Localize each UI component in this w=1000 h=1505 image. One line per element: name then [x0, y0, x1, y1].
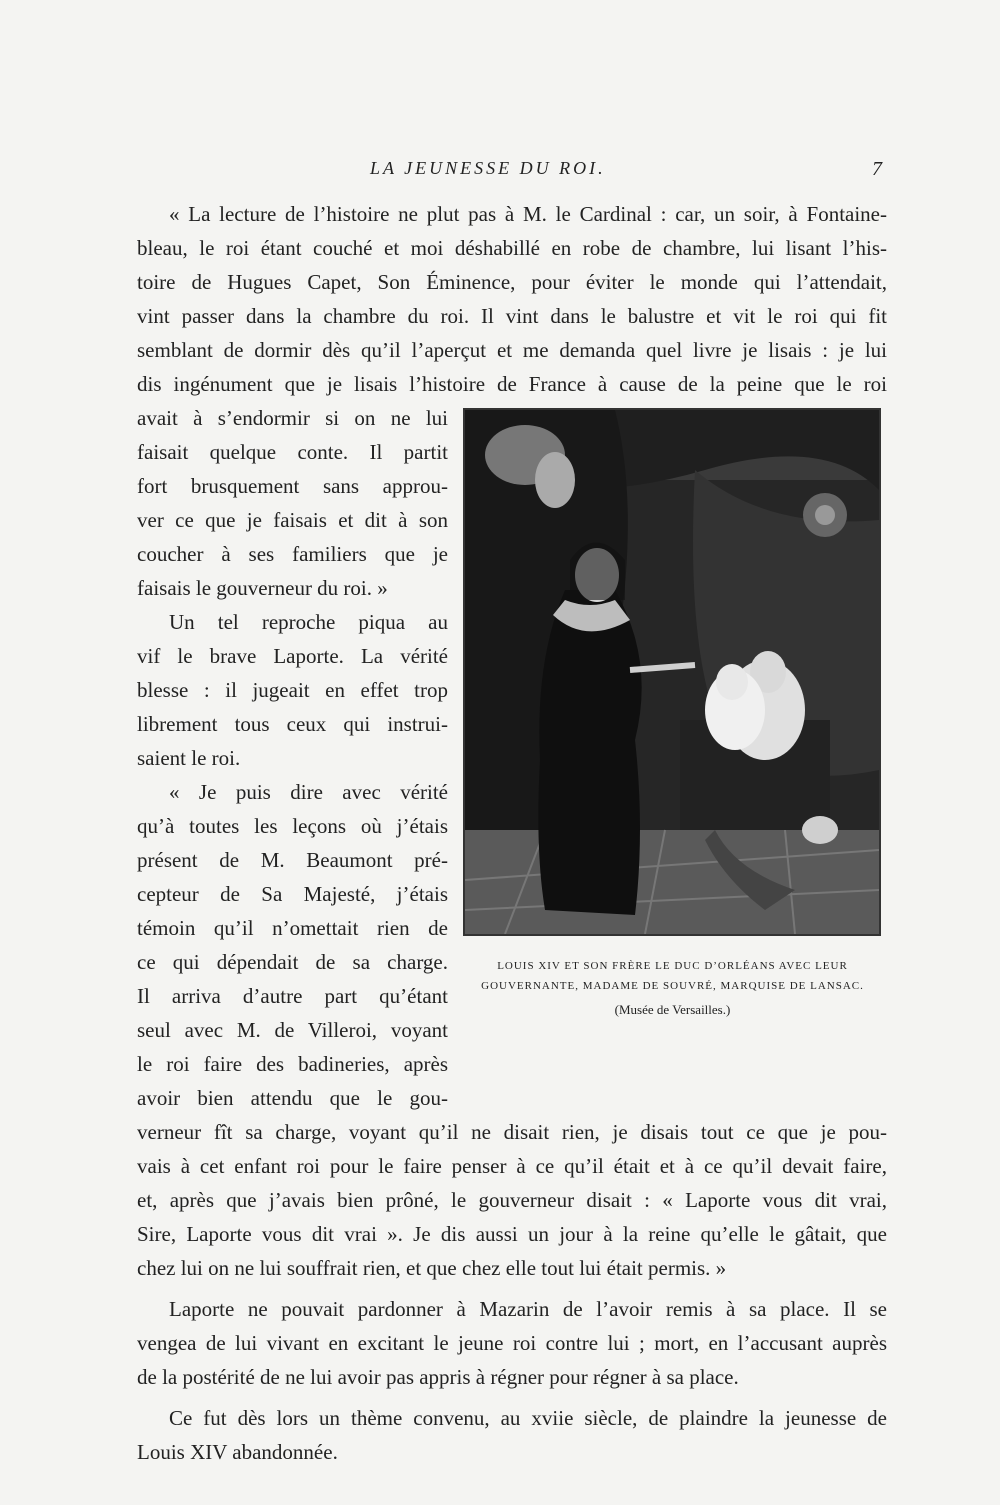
text-line: Un tel reproche piqua au [169, 610, 448, 634]
text-line: vais à cet enfant roi pour le faire penser à ce qu’il était et à ce qu’il devait faire, [137, 1154, 887, 1178]
text-line: seul avec M. de Villeroi, voyant [137, 1018, 448, 1042]
text-line: chez lui on ne lui souffrait rien, et que chez elle tout lui était permis. » [137, 1256, 727, 1280]
text-line: vint passer dans la chambre du roi. Il vint dans le balustre et vit le roi qui fit [137, 304, 887, 328]
text-line: Il arriva d’autre part qu’étant [137, 984, 448, 1008]
text-line: témoin qu’il n’omettait rien de [137, 916, 448, 940]
text-line: et, après que j’avais bien prôné, le gouverneur disait : « Laporte vous dit vrai, [137, 1188, 887, 1212]
text-line: coucher à ses familiers que je [137, 542, 448, 566]
page-number: 7 [872, 158, 882, 180]
figure-caption: GOUVERNANTE, MADAME DE SOUVRÉ, MARQUISE DE LANSAC. [481, 980, 864, 992]
text-line: ce qui dépendait de sa charge. [137, 950, 448, 974]
text-line: Laporte ne pouvait pardonner à Mazarin de l’avoir remis à sa place. Il se [169, 1297, 887, 1321]
text-line: Ce fut dès lors un thème convenu, au xviie siècle, de plaindre la jeunesse de [169, 1406, 887, 1430]
text-line: bleau, le roi étant couché et moi déshabillé en robe de chambre, lui lisant l’his- [137, 236, 887, 260]
text-line: qu’à toutes les leçons où j’étais [137, 814, 448, 838]
text-line: de la postérité de ne lui avoir pas appris à régner pour régner à sa place. [137, 1365, 739, 1389]
text-line: Louis XIV abandonnée. [137, 1440, 338, 1464]
text-line: avoir bien attendu que le gou- [137, 1086, 448, 1110]
text-line: dis ingénument que je lisais l’histoire de France à cause de la peine que le roi [137, 372, 887, 396]
text-line: verneur fît sa charge, voyant qu’il ne disait rien, je disais tout ce que je pou- [137, 1120, 887, 1144]
running-head: LA JEUNESSE DU ROI. [370, 158, 606, 178]
text-line: librement tous ceux qui instrui- [137, 712, 448, 736]
figure-source: (Musée de Versailles.) [614, 1002, 731, 1017]
text-line: faisais le gouverneur du roi. » [137, 576, 388, 600]
text-line: toire de Hugues Capet, Son Éminence, pour éviter le monde qui l’attendait, [137, 270, 887, 294]
text-line: vengea de lui vivant en excitant le jeune roi contre lui ; mort, en l’accusant auprès [137, 1331, 887, 1355]
text-line: avait à s’endormir si on ne lui [137, 406, 448, 430]
text-line: le roi faire des badineries, après [137, 1052, 448, 1076]
text-line: « Je puis dire avec vérité [169, 780, 448, 804]
text-line: saient le roi. [137, 746, 241, 770]
text-line: blesse : il jugeait en effet trop [137, 678, 448, 702]
text-line: Sire, Laporte vous dit vrai ». Je dis aussi un jour à la reine qu’elle le gâtait, que [137, 1222, 887, 1246]
text-line: semblant de dormir dès qu’il l’aperçut et me demanda quel livre je lisais : je lui [137, 338, 887, 362]
text-line: fort brusquement sans approu- [137, 474, 448, 498]
text-line: « La lecture de l’histoire ne plut pas à M. le Cardinal : car, un soir, à Fontaine- [169, 202, 887, 226]
text-line: faisait quelque conte. Il partit [137, 440, 448, 464]
figure-caption: LOUIS XIV ET SON FRÈRE LE DUC D’ORLÉANS AVEC LEUR [497, 960, 848, 972]
painting-illustration [463, 408, 881, 936]
text-line: cepteur de Sa Majesté, j’étais [137, 882, 448, 906]
text-line: présent de M. Beaumont pré- [137, 848, 448, 872]
text-line: vif le brave Laporte. La vérité [137, 644, 448, 668]
text-line: ver ce que je faisais et dit à son [137, 508, 448, 532]
